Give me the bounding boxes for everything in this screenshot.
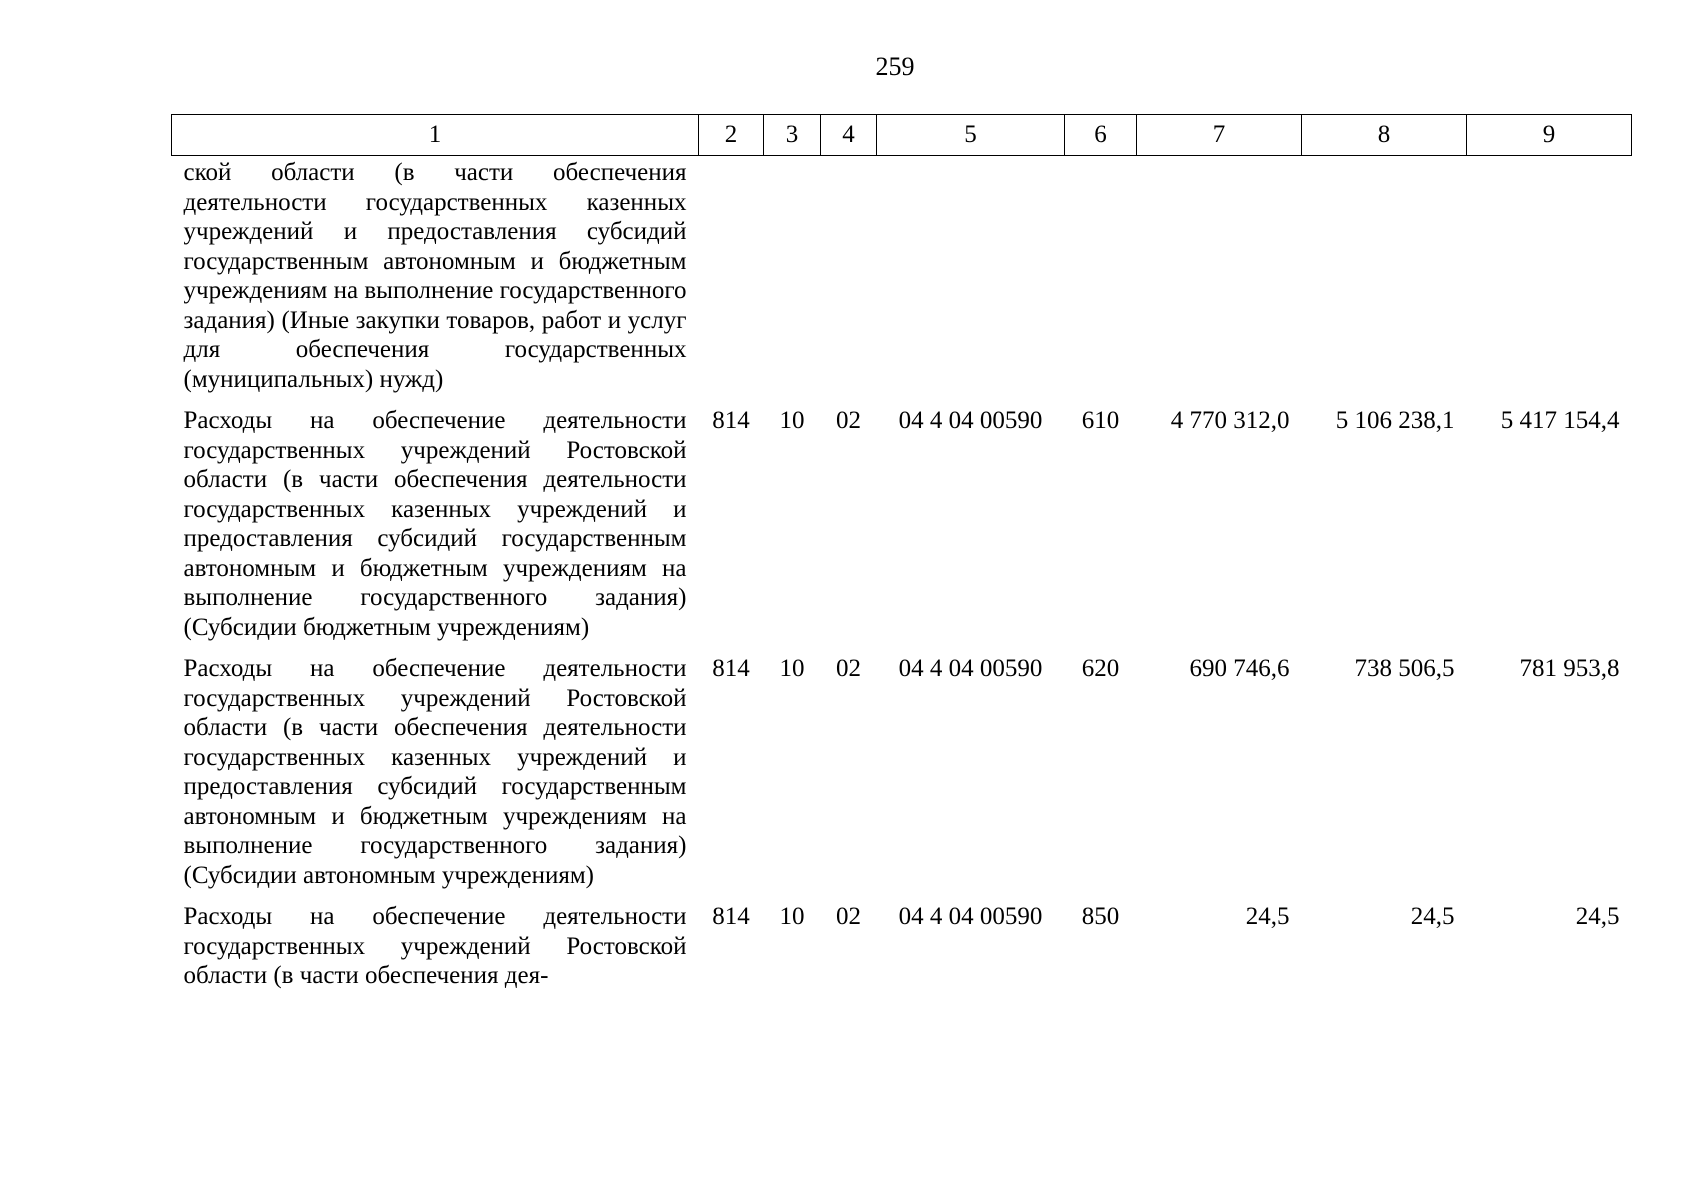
cell-col5: 04 4 04 00590: [898, 655, 1043, 682]
table-row: [172, 406, 1632, 654]
cell-col7: 4 770 312,0: [1170, 407, 1290, 434]
cell-col4: 02: [836, 903, 861, 930]
header-col-1: 1: [172, 115, 699, 156]
header-col-2: 2: [699, 115, 764, 156]
cell-col2: 814: [712, 655, 750, 682]
cell-col6: 620: [1081, 655, 1120, 682]
cell-col6: 850: [1081, 903, 1120, 930]
cell-col3: 10: [779, 655, 805, 682]
cell-col9: 781 953,8: [1519, 655, 1620, 682]
row-description: Расходы на обеспечение деятельности государственных учреждений Ростовской области (в части обеспечения дея-: [183, 903, 687, 989]
cell-col7: 24,5: [1245, 903, 1290, 930]
cell-col3: 10: [779, 903, 805, 930]
cell-col8: 5 106 238,1: [1335, 407, 1455, 434]
cell-col2: 814: [712, 407, 750, 434]
cell-col4: 02: [836, 655, 861, 682]
header-col-9: 9: [1467, 115, 1632, 156]
cell-col5: 04 4 04 00590: [898, 903, 1043, 930]
cell-col8: 738 506,5: [1354, 655, 1455, 682]
row-description: Расходы на обеспечение деятельности государственных учреждений Ростовской области (в части обеспечения деятельности государственных казенных учреждений и предоставления субсидий государственным автономным и бюджетным учреждениям на выполнение государственного задания) (Субсидии бюджетным учреждениям): [183, 407, 687, 641]
cell-col9: 5 417 154,4: [1500, 407, 1620, 434]
table-row: [172, 156, 1632, 407]
header-col-5: 5: [877, 115, 1065, 156]
row-description: ской области (в части обеспечения деятельности государственных казенных учреждений и предоставления субсидий государственным автономным и бюджетным учреждениям на выполнение государственного задания) (Иные закупки товаров, работ и услуг для обеспечения государственных (муниципальных) нужд): [183, 159, 687, 393]
cell-col4: 02: [836, 407, 861, 434]
cell-col3: 10: [779, 407, 805, 434]
row-description: Расходы на обеспечение деятельности государственных учреждений Ростовской области (в части обеспечения деятельности государственных казенных учреждений и предоставления субсидий государственным автономным и бюджетным учреждениям на выполнение государственного задания) (Субсидии автономным учреждениям): [183, 655, 687, 889]
cell-col9: 24,5: [1575, 903, 1620, 930]
page-number: 259: [875, 52, 915, 81]
header-col-7: 7: [1137, 115, 1302, 156]
cell-col8: 24,5: [1410, 903, 1455, 930]
header-row: [172, 115, 1632, 156]
cell-col7: 690 746,6: [1189, 655, 1290, 682]
cell-col2: 814: [712, 903, 750, 930]
header-col-3: 3: [764, 115, 821, 156]
cell-col6: 610: [1081, 407, 1120, 434]
header-col-8: 8: [1302, 115, 1467, 156]
header-col-6: 6: [1065, 115, 1137, 156]
budget-table: [171, 114, 1632, 1003]
table-row: [172, 654, 1632, 902]
cell-col5: 04 4 04 00590: [898, 407, 1043, 434]
header-col-4: 4: [821, 115, 877, 156]
table-row: [172, 902, 1632, 1003]
